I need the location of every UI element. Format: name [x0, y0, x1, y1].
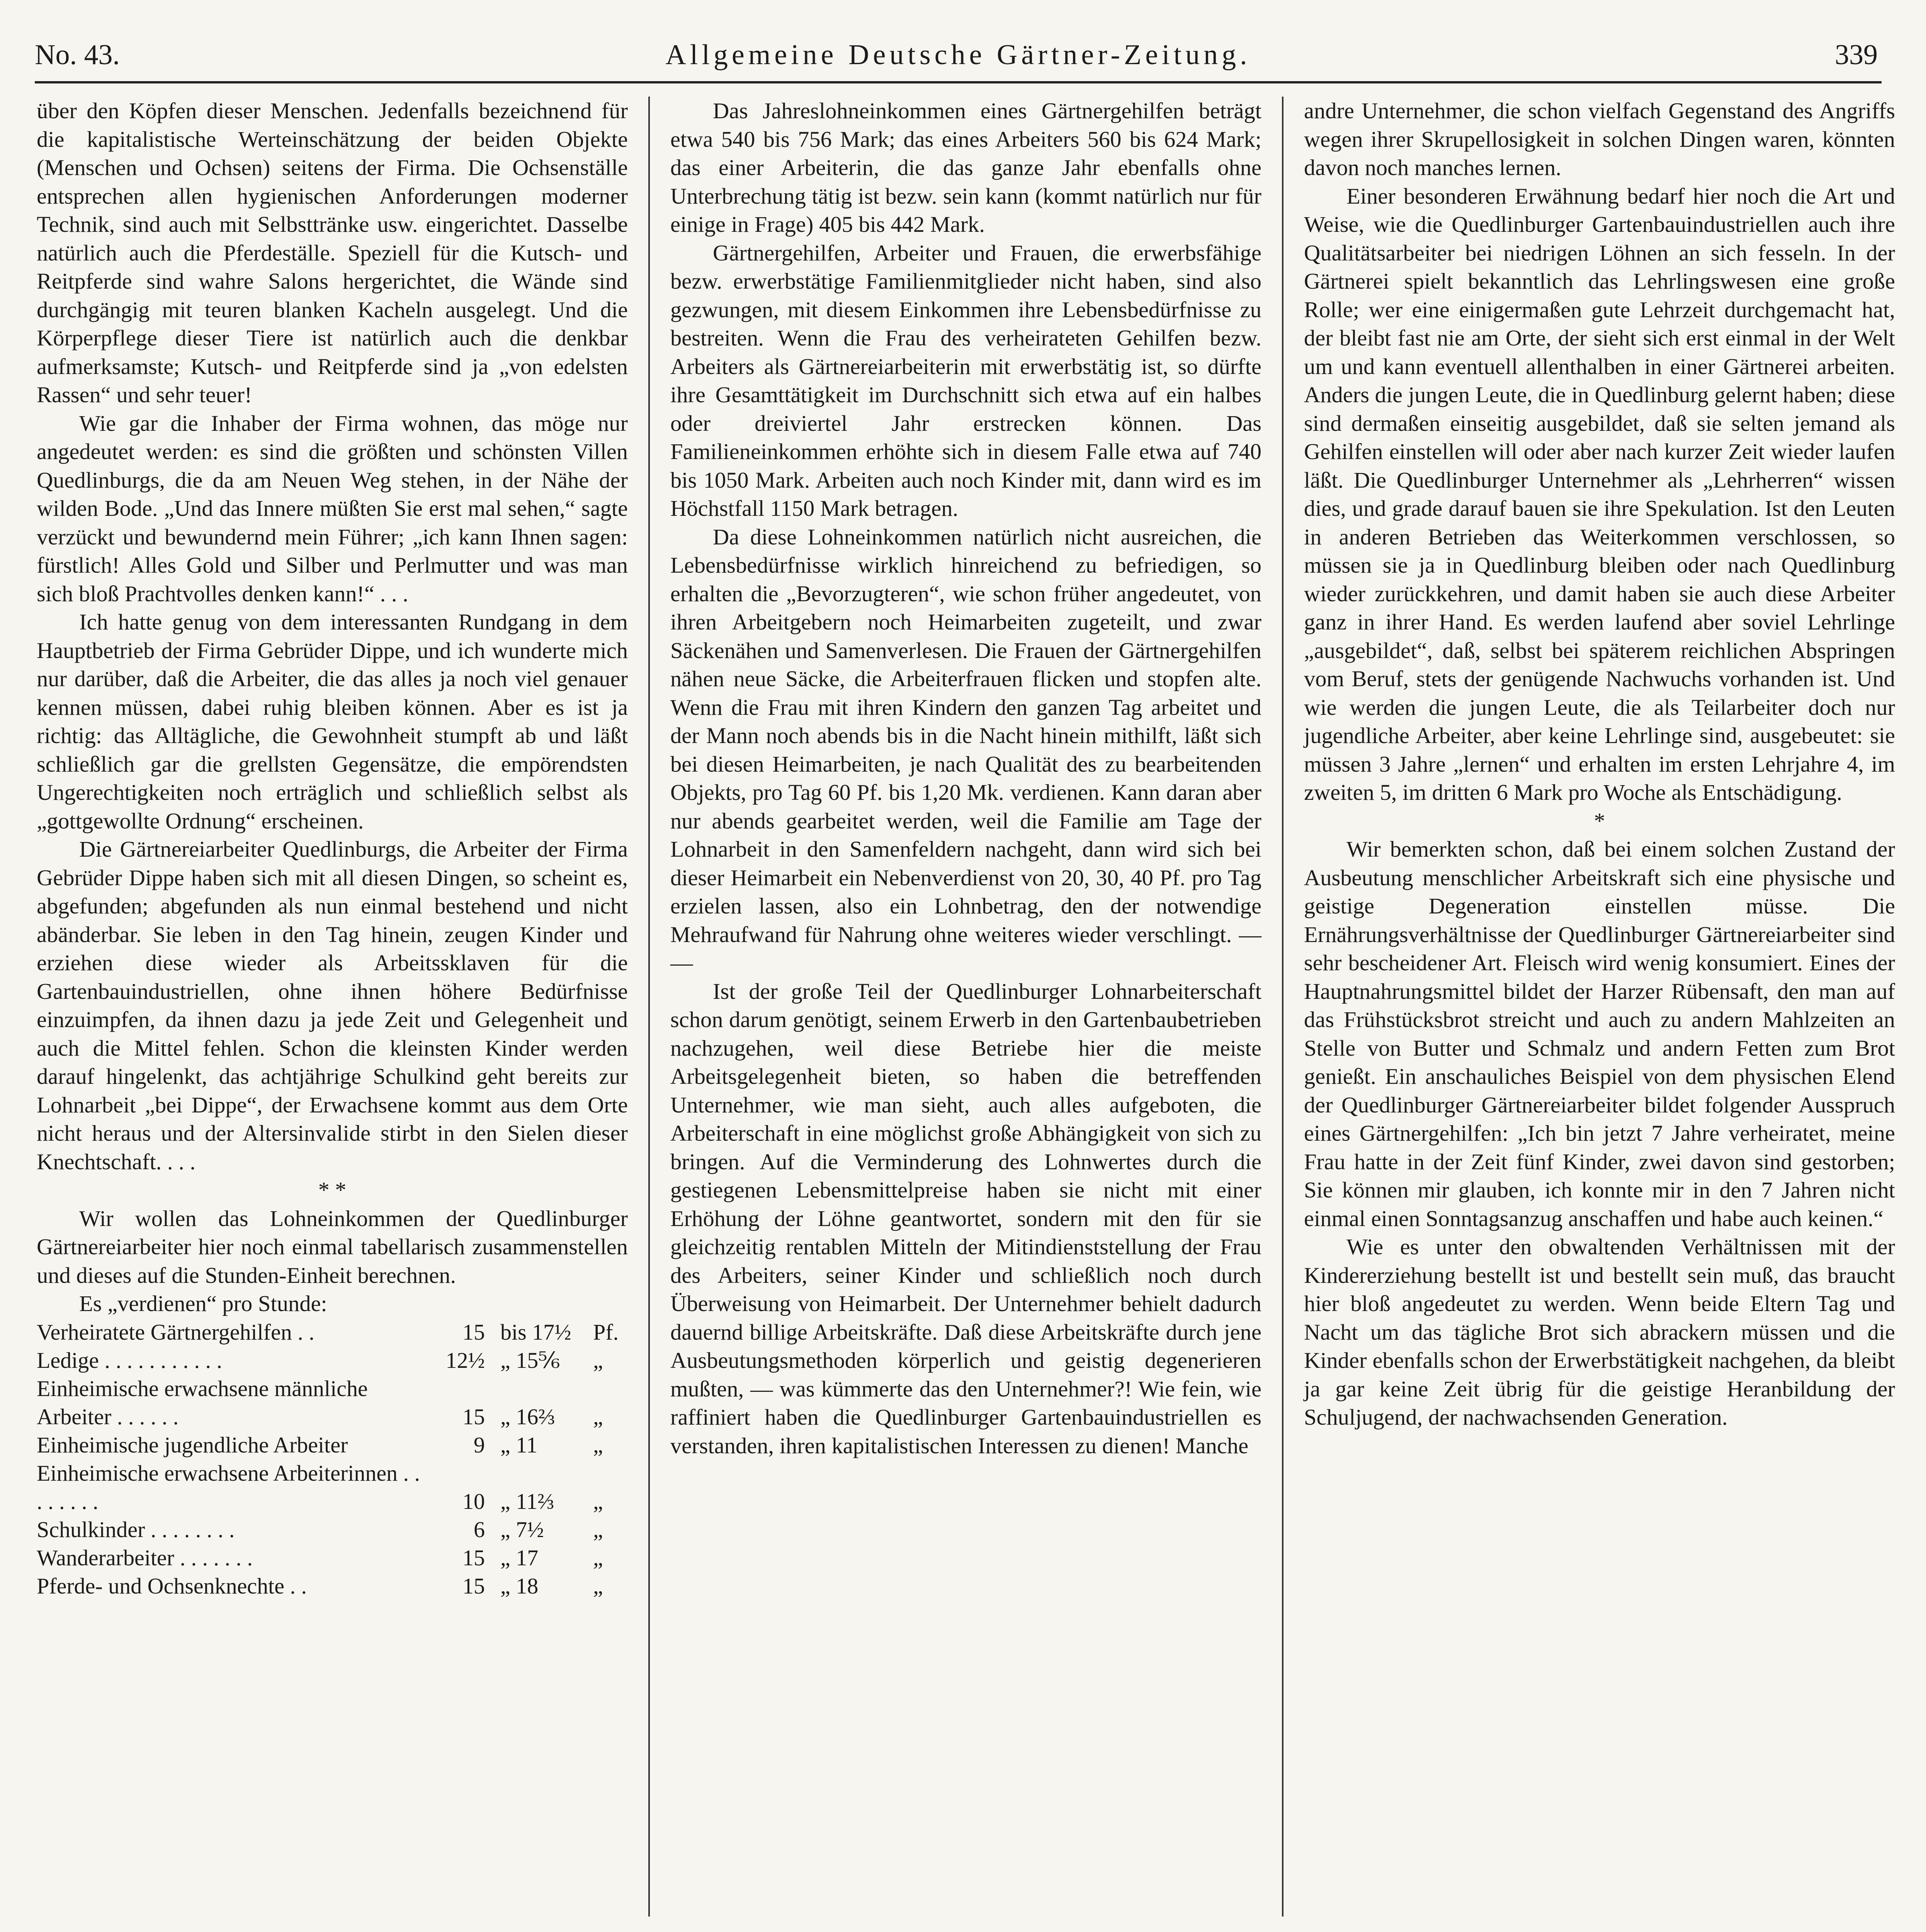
- column-divider: [1282, 97, 1283, 1917]
- wage-unit: „: [593, 1545, 603, 1570]
- column-divider: [648, 97, 650, 1917]
- wage-from: 15: [462, 1573, 485, 1599]
- wage-category: Wanderarbeiter . . . . . . .: [37, 1545, 253, 1570]
- top-column-2: [670, 97, 1261, 1917]
- wage-table: [37, 1318, 628, 1600]
- table-row: [37, 1346, 628, 1374]
- wage-to: bis 17½: [500, 1319, 571, 1345]
- top-column-3: [1304, 97, 1895, 1917]
- wage-unit: „: [593, 1404, 603, 1429]
- wage-from: 15: [462, 1319, 485, 1345]
- wage-from: 15: [462, 1404, 485, 1429]
- wage-category: Einheimische erwachsene Arbeiterinnen . . . . . . . .: [37, 1460, 420, 1514]
- wage-to: „ 11⅔: [500, 1488, 554, 1514]
- paragraph: Da diese Lohneinkommen natürlich nicht ausreichen, die Lebensbedürfnisse wirklich hinreichend zu befriedigen, so erhalten die „Bevorzugteren“, wie schon früher angedeutet, von ihren Arbeitgebern noch Heimarbeiten zugeteilt, und zwar Säckenähen und Samenverlesen. Die Frauen der Gärtnergehilfen nähen neue Säcke, die Arbeiterfrauen flicken und stopfen alte. Wenn die Frau mit ihren Kindern den ganzen Tag arbeitet und der Mann noch abends bis in die Nacht hinein mithilft, läßt sich bei diesen Heimarbeiten, je nach Qualität des zu bearbeitenden Objekts, pro Tag 60 Pf. bis 1,20 Mk. verdienen. Kann daran aber nur abends gearbeitet werden, weil die Familie am Tage der Lohnarbeit in den Samenfeldern nachgeht, dann wird sich bei dieser Heimarbeit ein Nebenverdienst von 20, 30, 40 Pf. pro Tag erzielen lassen, also ein Lohnbetrag, den der notwendige Mehraufwand für Nahrung ohne weiteres wieder verschlingt. — —: [670, 524, 1261, 975]
- wage-from: 12½: [445, 1347, 485, 1373]
- paragraph: Wir bemerkten schon, daß bei einem solchen Zustand der Ausbeutung menschlicher Arbeitskraft sich eine physische und geistige Degeneration einstellen müsse. Die Ernährungsverhältnisse der Quedlinburger Gärtnereiarbeiter sind sehr bescheidener Art. Fleisch wird wenig konsumiert. Eines der Hauptnahrungsmittel bildet der Harzer Rübensaft, den man auf das Frühstücksbrot streicht und auch zu andern Mahlzeiten an Stelle von Butter und Schmalz und andern Fetten zum Brot genießt. Ein anschauliches Beispiel von dem physischen Elend der Quedlinburger Gärtnereiarbeiter bildet folgender Ausspruch eines Gärtnergehilfen: „Ich bin jetzt 7 Jahre verheiratet, meine Frau hatte in der Zeit fünf Kinder, zwei davon sind gestorben; Sie können mir glauben, ich konnte mir in den 7 Jahren nicht einmal einen Sonntagsanzug anschaffen und habe auch keinen.“: [1304, 837, 1895, 1231]
- wage-to: „ 11: [500, 1432, 538, 1458]
- table-row: [37, 1515, 628, 1544]
- page-number: 339: [1835, 39, 1878, 71]
- table-row: [37, 1431, 628, 1459]
- wage-category: Schulkinder . . . . . . . .: [37, 1517, 235, 1542]
- wage-to: „ 7½: [500, 1517, 544, 1542]
- wage-from: 9: [474, 1432, 485, 1458]
- paragraph: Wir wollen das Lohneinkommen der Quedlinburger Gärtnereiarbeiter hier noch einmal tabellarisch zusammenstellen und dieses auf die Stunden-Einheit berechnen.: [37, 1206, 628, 1288]
- wage-from: 6: [474, 1517, 485, 1542]
- paragraph: Wie gar die Inhaber der Firma wohnen, das möge nur angedeutet werden: es sind die größten und schönsten Villen Quedlinburgs, die da am Neuen Weg stehen, in der Nähe der wilden Bode. „Und das Innere müßten Sie erst mal sehen,“ sagte verzückt und bewundernd mein Führer; „ich kann Ihnen sagen: fürstlich! Alles Gold und Silber und Perlmutter und was man sich bloß Prachtvolles denken kann!“ . . .: [37, 410, 628, 606]
- header-rule: [35, 81, 1882, 83]
- paragraph: Ich hatte genug von dem interessanten Rundgang in dem Hauptbetrieb der Firma Gebrüder Dippe, und ich wunderte mich nur darüber, daß die Arbeiter, die das alles ja noch viel genauer kennen müssen, dabei ruhig bleiben können. Aber es ist ja richtig: das Alltägliche, die Gewohnheit stumpft ab und läßt schließlich gar die grellsten Gegensätze, die empörendsten Ungerechtigkeiten noch erträglich und schließlich selbst als „gottgewollte Ordnung“ erscheinen.: [37, 609, 628, 833]
- wage-table-caption: Es „verdienen“ pro Stunde:: [79, 1291, 327, 1316]
- wage-category: Pferde- und Ochsenknechte . .: [37, 1573, 307, 1599]
- paragraph: Wie es unter den obwaltenden Verhältnissen mit der Kindererziehung bestellt ist und bestellt sein muß, das braucht hier bloß angedeutet zu werden. Wenn beide Eltern Tag und Nacht um das tägliche Brot sich abrackern müssen und die Kinder ebenfalls schon der Erwerbstätigkeit nachgehen, da bleibt ja gar keine Zeit übrig für die geistige Heranbildung der Schuljugend, der nachwachsenden Generation.: [1304, 1234, 1895, 1430]
- wage-to: „ 18: [500, 1573, 539, 1599]
- section-separator: *: [1594, 808, 1605, 833]
- wage-from: 10: [462, 1488, 485, 1514]
- paragraph: Einer besonderen Erwähnung bedarf hier noch die Art und Weise, wie die Quedlinburger Gartenbauindustriellen auch ihre Qualitätsarbeiter bei niedrigen Löhnen an sich fesseln. In der Gärtnerei spielt bekanntlich das Lehrlingswesen eine große Rolle; wer eine einigermaßen gute Lehrzeit durchgemacht hat, der bleibt fast nie am Orte, der sieht sich erst einmal in der Welt um und kann eventuell allenthalben in einer Gärtnerei arbeiten. Anders die jungen Leute, die in Quedlinburg gelernt haben; diese sind dermaßen einseitig ausgebildet, daß sie selten jemand als Gehilfen einstellen will oder aber nach kurzer Zeit wieder laufen läßt. Die Quedlinburger Unternehmer als „Lehrherren“ wissen dies, und grade darauf bauen sie ihre Spekulation. Ist den Leuten in anderen Betrieben das Weiterkommen verschlossen, so müssen sie ja in Quedlinburg bleiben oder nach Quedlinburg wieder zurückkehren, und damit haben sie auch diese Arbeiter ganz in ihrer Hand. Es werden laufend aber soviel Lehrlinge „ausgebildet“, daß, selbst bei späterem reichlichen Abspringen vom Beruf, stets der genügende Nachwuchs vorhanden ist. Und wie werden die jungen Leute, die als Teilarbeiter doch nur jugendliche Arbeiter, aber keine Lehrlinge sind, ausgebeutet: sie müssen 3 Jahre „lernen“ und erhalten im ersten Lehrjahre 4, im zweiten 5, im dritten 6 Mark pro Woche als Entschädigung.: [1304, 183, 1895, 805]
- table-row: [37, 1318, 628, 1346]
- table-row: [37, 1572, 628, 1600]
- wage-unit: „: [593, 1573, 603, 1599]
- top-column-1: [37, 97, 628, 1917]
- wage-category: Verheiratete Gärtnergehilfen . .: [37, 1319, 314, 1345]
- wage-unit: „: [593, 1488, 603, 1514]
- wage-unit: „: [593, 1347, 603, 1373]
- wage-category: Einheimische erwachsene männliche Arbeiter . . . . . .: [37, 1376, 368, 1429]
- wage-unit: „: [593, 1517, 603, 1542]
- paragraph: Gärtnergehilfen, Arbeiter und Frauen, die erwerbsfähige bezw. erwerbstätige Familienmitglieder nicht haben, sind also gezwungen, mit diesem Einkommen ihre Lebensbedürfnisse zu bestreiten. Wenn die Frau des verheirateten Gehilfen bezw. Arbeiters als Gärtnereiarbeiterin mit erwerbstätig ist, so dürfte ihre Gesamttätigkeit im Durchschnitt sich etwa auf ein halbes oder dreiviertel Jahr erstrecken können. Das Familieneinkommen erhöhte sich in diesem Falle etwa auf 740 bis 1050 Mark. Arbeiten auch noch Kinder mit, dann wird es im Höchstfall 1150 Mark betragen.: [670, 240, 1261, 521]
- paragraph: Das Jahreslohneinkommen eines Gärtnergehilfen beträgt etwa 540 bis 756 Mark; das eines Arbeiters 560 bis 624 Mark; das einer Arbeiterin, die das ganze Jahr ebenfalls ohne Unterbrechung tätig ist bezw. sein kann (kommt natürlich nur für einige in Frage) 405 bis 442 Mark.: [670, 98, 1261, 237]
- wage-from: 15: [462, 1545, 485, 1570]
- wage-to: „ 15⅚: [500, 1347, 560, 1373]
- paragraph: Die Gärtnereiarbeiter Quedlinburgs, die Arbeiter der Firma Gebrüder Dippe haben sich mit all diesen Dingen, so scheint es, abgefunden; abgefunden als nun einmal bestehend und nicht abänderbar. Sie leben in den Tag hinein, zeugen Kinder und erziehen diese wieder als Arbeitssklaven für die Gartenbauindustriellen, ohne ihnen höhere Bedürfnisse einzuimpfen, da ihnen dazu ja jede Zeit und Gelegenheit und auch die Mittel fehlen. Schon die kleinsten Kinder werden darauf hingelenkt, das achtjährige Schulkind geht bereits zur Lohnarbeit „bei Dippe“, der Erwachsene kommt aus dem Orte nicht heraus und der Altersinvalide stirbt in den Sielen dieser Knechtschaft. . . .: [37, 837, 628, 1174]
- table-row: [37, 1544, 628, 1572]
- wage-unit: „: [593, 1432, 603, 1458]
- issue-number: No. 43.: [35, 39, 120, 71]
- paragraph: andre Unternehmer, die schon vielfach Gegenstand des Angriffs wegen ihrer Skrupellosigkeit in solchen Dingen waren, könnten davon noch manches lernen.: [1304, 98, 1895, 180]
- section-separator: * *: [318, 1177, 347, 1202]
- wage-category: Ledige . . . . . . . . . . .: [37, 1347, 223, 1373]
- wage-unit: Pf.: [593, 1319, 619, 1345]
- paragraph: über den Köpfen dieser Menschen. Jedenfalls bezeichnend für die kapitalistische Werteinschätzung der beiden Objekte (Menschen und Ochsen) seitens der Firma. Die Ochsenställe entsprechen allen hygienischen Anforderungen moderner Technik, sind auch mit Selbsttränke usw. eingerichtet. Dasselbe natürlich auch die Pferdeställe. Speziell für die Kutsch- und Reitpferde sind wahre Salons hergerichtet, die Wände sind durchgängig mit teuren blanken Kacheln ausgelegt. Und die Körperpflege dieser Tiere ist natürlich auch die denkbar aufmerksamste; Kutsch- und Reitpferde sind ja „von edelsten Rassen“ und sehr teuer!: [37, 98, 628, 407]
- wage-to: „ 17: [500, 1545, 539, 1570]
- table-row: [37, 1374, 628, 1431]
- paragraph: Ist der große Teil der Quedlinburger Lohnarbeiterschaft schon darum genötigt, seinem Erwerb in den Gartenbaubetrieben nachzugehen, weil diese Betriebe hier die meiste Arbeitsgelegenheit bieten, so haben die betreffenden Unternehmer, wie man sieht, auch alles aufgeboten, die Arbeiterschaft in eine möglichst große Abhängigkeit von sich zu bringen. Auf die Verminderung des Lohnwertes durch die gestiegenen Lebensmittelpreise haben sie nicht mit einer Erhöhung der Löhne geantwortet, sondern mit den für sie gleichzeitig rentablen Mitteln der Mitindienststellung der Frau des Arbeiters, seiner Kinder und schließlich noch durch Überweisung von Heimarbeit. Der Unternehmer behielt dadurch dauernd billige Arbeitskräfte. Daß diese Arbeitskräfte durch jene Ausbeutungsmethoden körperlich und geistig degenerieren mußten, — was kümmerte das den Unternehmer?! Wie fein, wie raffiniert haben die Quedlinburger Gartenbauindustriellen es verstanden, ihren kapitalistischen Interessen zu dienen! Manche: [670, 978, 1261, 1458]
- newspaper-title: Allgemeine Deutsche Gärtner-Zeitung.: [665, 39, 1251, 71]
- wage-category: Einheimische jugendliche Arbeiter: [37, 1432, 348, 1458]
- page-header: [35, 35, 1882, 77]
- table-row: [37, 1459, 628, 1515]
- wage-to: „ 16⅔: [500, 1404, 555, 1429]
